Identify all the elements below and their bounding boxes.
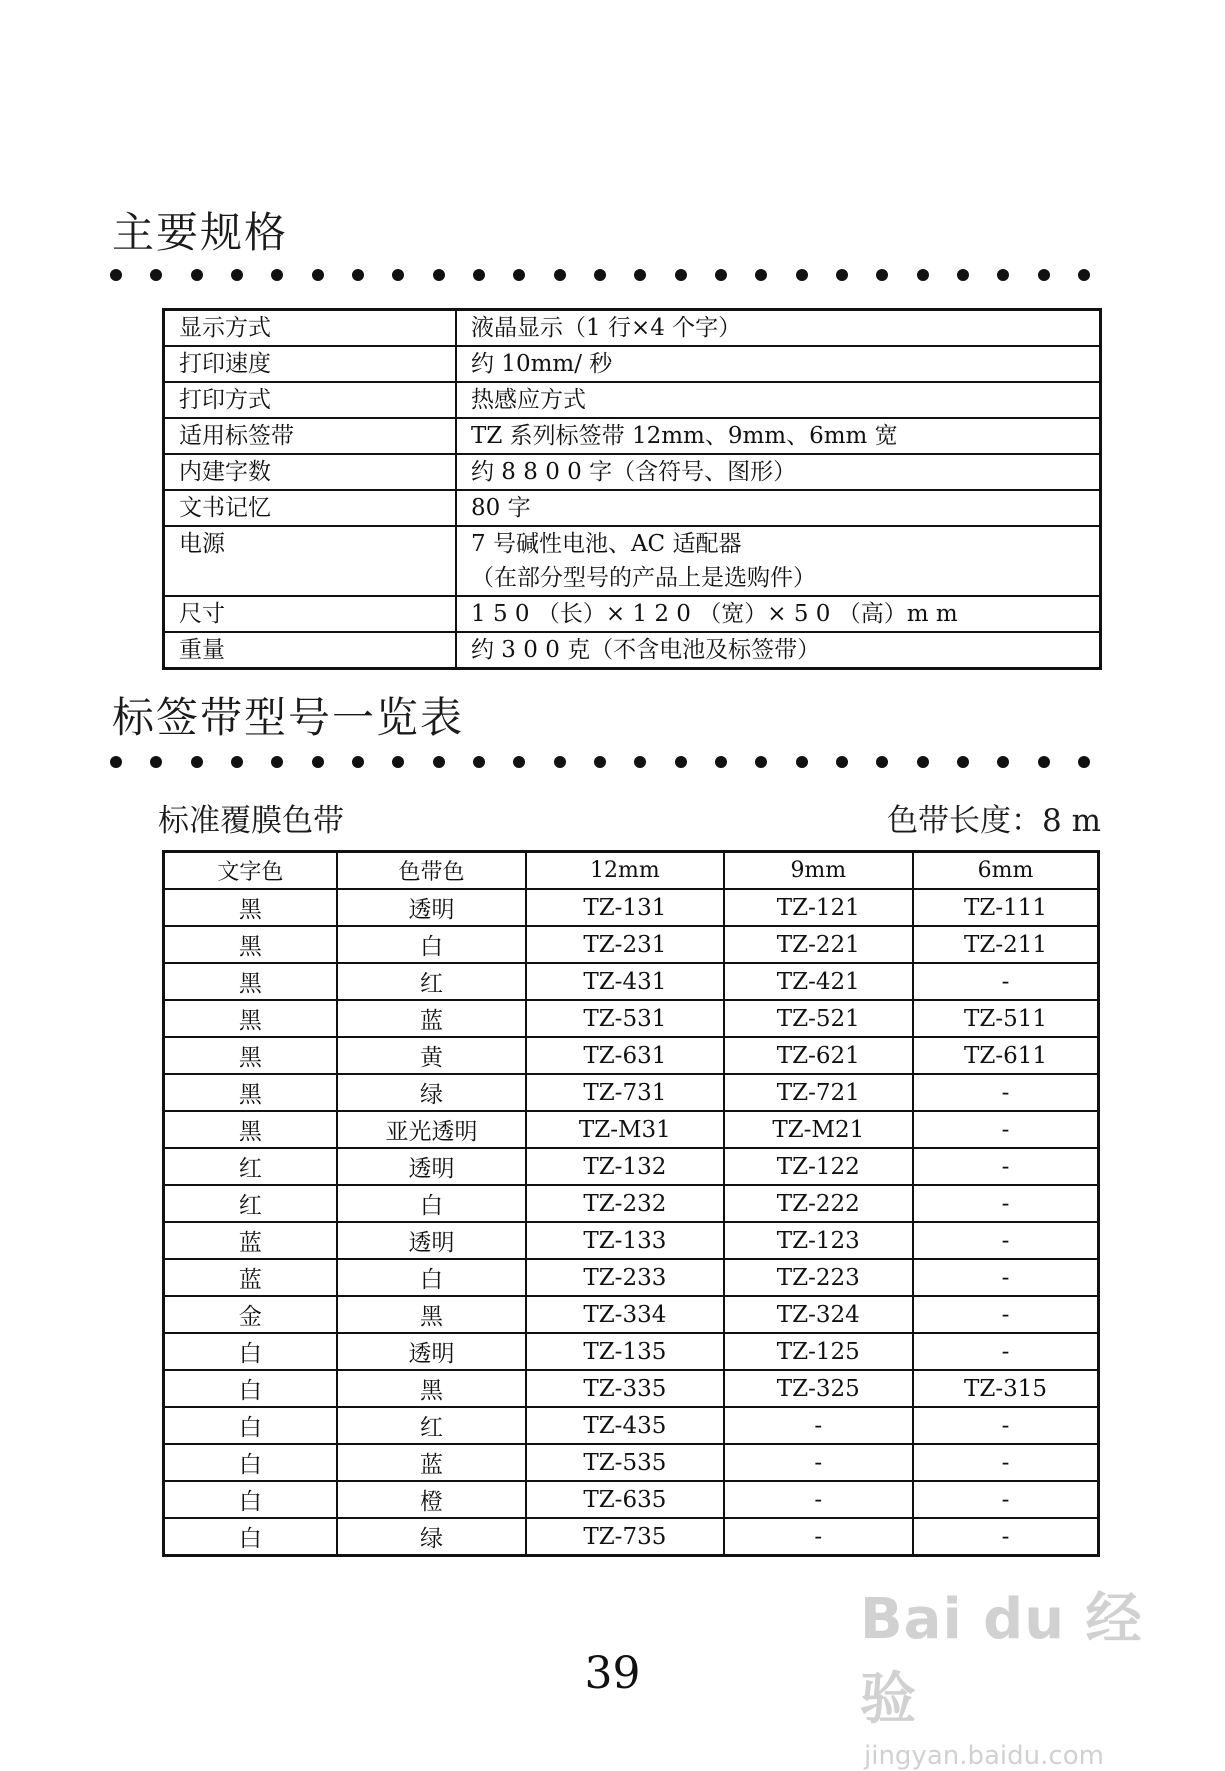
tape-color-cell: 黑: [337, 1296, 526, 1333]
header-9mm: 9mm: [724, 852, 913, 890]
text-color-cell: 黑: [164, 1074, 337, 1111]
spec-row: [164, 526, 1101, 596]
divider-dot: [836, 756, 848, 768]
divider-dot: [473, 269, 485, 281]
model-9mm-cell: TZ-721: [724, 1074, 913, 1111]
model-6mm-cell: -: [913, 1407, 1098, 1444]
divider-dot: [554, 756, 566, 768]
divider-dot: [634, 756, 646, 768]
divider-dot: [755, 269, 767, 281]
divider-dot: [675, 269, 687, 281]
model-12mm-cell: TZ-535: [526, 1444, 723, 1481]
baidu-jingyan-watermark: [860, 1575, 1150, 1771]
model-12mm-cell: TZ-335: [526, 1370, 723, 1407]
model-6mm-cell: -: [913, 1296, 1098, 1333]
watermark-url: jingyan.baidu.com: [864, 1741, 1104, 1771]
divider-dot: [312, 269, 324, 281]
divider-dot: [554, 269, 566, 281]
divider-dot: [957, 756, 969, 768]
model-6mm-cell: TZ-315: [913, 1370, 1098, 1407]
model-12mm-cell: TZ-635: [526, 1481, 723, 1518]
text-color-cell: 金: [164, 1296, 337, 1333]
spec-value: [456, 418, 1101, 454]
table-row: [164, 1518, 1099, 1556]
model-12mm-cell: TZ-231: [526, 926, 723, 963]
model-6mm-cell: TZ-211: [913, 926, 1098, 963]
table-row: [164, 1000, 1099, 1037]
table-row: [164, 963, 1099, 1000]
table-row: [164, 1074, 1099, 1111]
divider-dot: [634, 269, 646, 281]
tape-model-table: [162, 850, 1100, 1557]
divider-dot: [1078, 756, 1090, 768]
spec-value: [456, 454, 1101, 490]
divider-dot: [876, 756, 888, 768]
section-title-tape-list: 标签带型号一览表: [112, 693, 465, 742]
table-row: [164, 1037, 1099, 1074]
model-6mm-cell: TZ-611: [913, 1037, 1098, 1074]
tape-color-cell: 透明: [337, 1333, 526, 1370]
model-6mm-cell: -: [913, 1259, 1098, 1296]
spec-value-line: 约 10mm/ 秒: [471, 351, 613, 377]
divider-dot: [271, 269, 283, 281]
tape-color-cell: 黄: [337, 1037, 526, 1074]
table-header-row: [164, 852, 1099, 890]
tape-color-cell: 绿: [337, 1518, 526, 1556]
model-9mm-cell: TZ-325: [724, 1370, 913, 1407]
divider-dot: [876, 269, 888, 281]
model-9mm-cell: TZ-121: [724, 889, 913, 926]
model-9mm-cell: TZ-324: [724, 1296, 913, 1333]
divider-dot: [433, 269, 445, 281]
model-6mm-cell: -: [913, 1333, 1098, 1370]
watermark-logo: Bai du 经验: [860, 1587, 1143, 1732]
page-number: 39: [584, 1648, 641, 1699]
spec-value-line: 1 5 0 （长）× 1 2 0 （宽）× 5 0 （高）m m: [471, 601, 958, 627]
spec-value-line: 约 8 8 0 0 字（含符号、图形）: [471, 459, 797, 485]
spec-table: [162, 308, 1102, 670]
text-color-cell: 白: [164, 1444, 337, 1481]
model-9mm-cell: TZ-621: [724, 1037, 913, 1074]
divider-dot: [715, 269, 727, 281]
spec-value: [456, 310, 1101, 347]
model-9mm-cell: TZ-122: [724, 1148, 913, 1185]
spec-value-line: （在部分型号的产品上是选购件）: [471, 565, 816, 591]
dot-divider: [110, 265, 1090, 285]
tape-color-cell: 亚光透明: [337, 1111, 526, 1148]
model-9mm-cell: TZ-223: [724, 1259, 913, 1296]
model-12mm-cell: TZ-131: [526, 889, 723, 926]
model-9mm-cell: TZ-125: [724, 1333, 913, 1370]
tape-color-cell: 白: [337, 926, 526, 963]
model-6mm-cell: -: [913, 1148, 1098, 1185]
divider-dot: [796, 269, 808, 281]
table-row: [164, 1370, 1099, 1407]
tape-color-cell: 蓝: [337, 1444, 526, 1481]
table-row: [164, 1407, 1099, 1444]
model-9mm-cell: -: [724, 1407, 913, 1444]
divider-dot: [594, 756, 606, 768]
divider-dot: [150, 269, 162, 281]
table-row: [164, 1185, 1099, 1222]
model-9mm-cell: -: [724, 1444, 913, 1481]
tape-color-cell: 白: [337, 1259, 526, 1296]
spec-value: [456, 346, 1101, 382]
model-6mm-cell: -: [913, 1185, 1098, 1222]
divider-dot: [1038, 756, 1050, 768]
divider-dot: [755, 756, 767, 768]
model-9mm-cell: TZ-M21: [724, 1111, 913, 1148]
table-row: [164, 1481, 1099, 1518]
text-color-cell: 白: [164, 1481, 337, 1518]
tape-color-cell: 橙: [337, 1481, 526, 1518]
divider-dot: [433, 756, 445, 768]
spec-row: [164, 632, 1101, 669]
divider-dot: [191, 269, 203, 281]
table-row: [164, 1111, 1099, 1148]
model-6mm-cell: -: [913, 1444, 1098, 1481]
divider-dot: [594, 269, 606, 281]
tape-color-cell: 黑: [337, 1370, 526, 1407]
section-title-specs: 主要规格: [112, 208, 289, 257]
text-color-cell: 白: [164, 1407, 337, 1444]
text-color-cell: 白: [164, 1518, 337, 1556]
tape-color-cell: 透明: [337, 889, 526, 926]
spec-row: [164, 596, 1101, 632]
divider-dot: [110, 269, 122, 281]
spec-row: [164, 382, 1101, 418]
dot-divider: [110, 752, 1090, 772]
model-6mm-cell: -: [913, 1111, 1098, 1148]
divider-dot: [312, 756, 324, 768]
spec-label: 内建字数: [164, 454, 457, 490]
model-9mm-cell: TZ-221: [724, 926, 913, 963]
divider-dot: [715, 756, 727, 768]
spec-label: 电源: [164, 526, 457, 596]
model-6mm-cell: TZ-511: [913, 1000, 1098, 1037]
text-color-cell: 白: [164, 1333, 337, 1370]
text-color-cell: 黑: [164, 1037, 337, 1074]
text-color-cell: 白: [164, 1370, 337, 1407]
header-text-color: 文字色: [164, 852, 337, 890]
text-color-cell: 蓝: [164, 1222, 337, 1259]
divider-dot: [352, 756, 364, 768]
model-9mm-cell: TZ-521: [724, 1000, 913, 1037]
tape-color-cell: 红: [337, 1407, 526, 1444]
tape-color-cell: 红: [337, 963, 526, 1000]
spec-value: [456, 490, 1101, 526]
table-row: [164, 1259, 1099, 1296]
model-12mm-cell: TZ-735: [526, 1518, 723, 1556]
spec-value-line: 热感应方式: [471, 387, 586, 413]
divider-dot: [917, 269, 929, 281]
model-12mm-cell: TZ-731: [526, 1074, 723, 1111]
spec-value: [456, 382, 1101, 418]
divider-dot: [513, 756, 525, 768]
model-9mm-cell: TZ-222: [724, 1185, 913, 1222]
table-row: [164, 1148, 1099, 1185]
table-row: [164, 1333, 1099, 1370]
tape-color-cell: 白: [337, 1185, 526, 1222]
spec-label: 打印速度: [164, 346, 457, 382]
table-row: [164, 1222, 1099, 1259]
spec-row: [164, 310, 1101, 347]
divider-dot: [796, 756, 808, 768]
divider-dot: [1078, 269, 1090, 281]
divider-dot: [150, 756, 162, 768]
divider-dot: [836, 269, 848, 281]
text-color-cell: 黑: [164, 1000, 337, 1037]
divider-dot: [957, 269, 969, 281]
spec-value-line: 液晶显示（1 行×4 个字）: [471, 315, 742, 341]
divider-dot: [110, 756, 122, 768]
divider-dot: [191, 756, 203, 768]
tape-length-label: 色带长度：8 m: [887, 803, 1101, 839]
divider-dot: [675, 756, 687, 768]
model-12mm-cell: TZ-334: [526, 1296, 723, 1333]
header-6mm: 6mm: [913, 852, 1098, 890]
spec-row: [164, 490, 1101, 526]
divider-dot: [352, 269, 364, 281]
model-6mm-cell: -: [913, 1518, 1098, 1556]
text-color-cell: 黑: [164, 889, 337, 926]
divider-dot: [392, 269, 404, 281]
spec-label: 文书记忆: [164, 490, 457, 526]
spec-label: 适用标签带: [164, 418, 457, 454]
model-12mm-cell: TZ-631: [526, 1037, 723, 1074]
spec-value: [456, 632, 1101, 669]
tape-color-cell: 绿: [337, 1074, 526, 1111]
model-12mm-cell: TZ-431: [526, 963, 723, 1000]
model-6mm-cell: -: [913, 1481, 1098, 1518]
text-color-cell: 黑: [164, 926, 337, 963]
model-6mm-cell: TZ-111: [913, 889, 1098, 926]
divider-dot: [917, 756, 929, 768]
model-12mm-cell: TZ-M31: [526, 1111, 723, 1148]
divider-dot: [997, 269, 1009, 281]
divider-dot: [231, 756, 243, 768]
header-tape-color: 色带色: [337, 852, 526, 890]
model-12mm-cell: TZ-135: [526, 1333, 723, 1370]
model-9mm-cell: -: [724, 1518, 913, 1556]
model-12mm-cell: TZ-233: [526, 1259, 723, 1296]
text-color-cell: 蓝: [164, 1259, 337, 1296]
model-9mm-cell: TZ-421: [724, 963, 913, 1000]
spec-value-line: 约 3 0 0 克（不含电池及标签带）: [471, 637, 821, 663]
spec-row: [164, 346, 1101, 382]
model-12mm-cell: TZ-435: [526, 1407, 723, 1444]
model-9mm-cell: TZ-123: [724, 1222, 913, 1259]
model-12mm-cell: TZ-531: [526, 1000, 723, 1037]
tape-color-cell: 蓝: [337, 1000, 526, 1037]
spec-row: [164, 454, 1101, 490]
text-color-cell: 黑: [164, 1111, 337, 1148]
spec-value: [456, 526, 1101, 596]
model-6mm-cell: -: [913, 963, 1098, 1000]
model-6mm-cell: -: [913, 1074, 1098, 1111]
divider-dot: [392, 756, 404, 768]
tape-color-cell: 透明: [337, 1148, 526, 1185]
table-row: [164, 889, 1099, 926]
table-row: [164, 926, 1099, 963]
tape-type-label: 标准覆膜色带: [158, 803, 344, 839]
text-color-cell: 黑: [164, 963, 337, 1000]
divider-dot: [231, 269, 243, 281]
spec-value-line: 7 号碱性电池、AC 适配器: [471, 531, 742, 557]
model-6mm-cell: -: [913, 1222, 1098, 1259]
tape-color-cell: 透明: [337, 1222, 526, 1259]
divider-dot: [271, 756, 283, 768]
model-12mm-cell: TZ-132: [526, 1148, 723, 1185]
spec-label: 尺寸: [164, 596, 457, 632]
spec-label: 重量: [164, 632, 457, 669]
text-color-cell: 红: [164, 1185, 337, 1222]
divider-dot: [513, 269, 525, 281]
text-color-cell: 红: [164, 1148, 337, 1185]
spec-value-line: 80 字: [471, 495, 531, 521]
spec-value: [456, 596, 1101, 632]
spec-label: 显示方式: [164, 310, 457, 347]
model-9mm-cell: -: [724, 1481, 913, 1518]
header-12mm: 12mm: [526, 852, 723, 890]
divider-dot: [997, 756, 1009, 768]
spec-value-line: TZ 系列标签带 12mm、9mm、6mm 宽: [471, 423, 898, 449]
divider-dot: [473, 756, 485, 768]
table-row: [164, 1444, 1099, 1481]
spec-row: [164, 418, 1101, 454]
table-row: [164, 1296, 1099, 1333]
model-12mm-cell: TZ-133: [526, 1222, 723, 1259]
model-12mm-cell: TZ-232: [526, 1185, 723, 1222]
divider-dot: [1038, 269, 1050, 281]
spec-label: 打印方式: [164, 382, 457, 418]
